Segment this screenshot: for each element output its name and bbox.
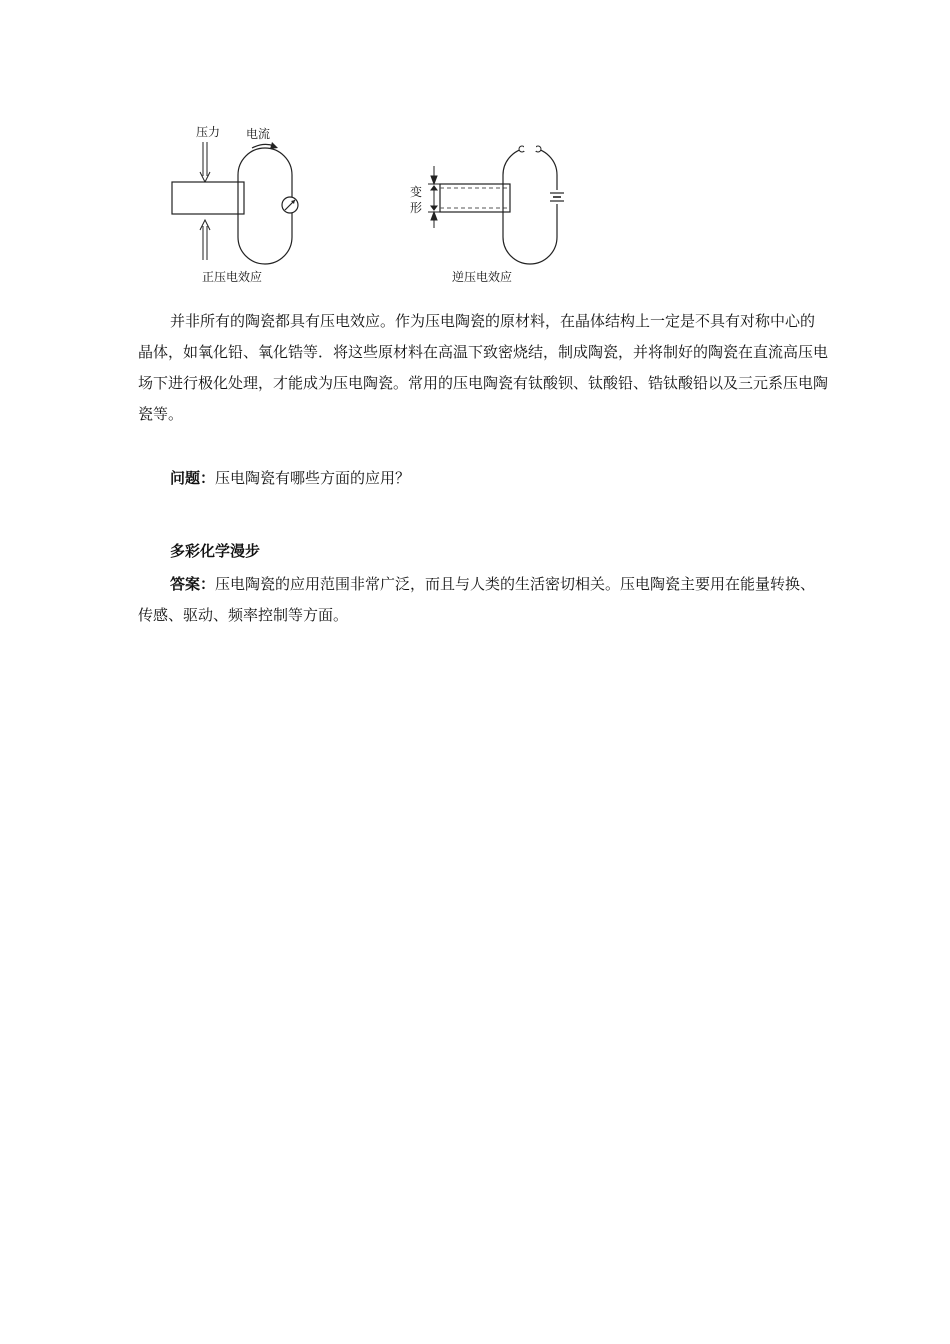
crystal-block-left xyxy=(172,182,244,214)
answer-paragraph xyxy=(138,569,828,631)
deform-label-2: 形 xyxy=(410,201,423,215)
pressure-arrow-bottom xyxy=(200,220,210,260)
piezo-diagram xyxy=(160,118,580,298)
caption-inverse-effect: 逆压电效应 xyxy=(452,270,513,284)
body-paragraph: 并非所有的陶瓷都具有压电效应。作为压电陶瓷的原材料，在晶体结构上一定是不具有对称中心的晶体，如氧化铅、氧化锆等．将这些原材料在高温下致密烧结，制成陶瓷，并将制好的陶瓷在直流高压电场下进行极化处理，才能成为压电陶瓷。常用的压电陶瓷有钛酸钡、钛酸铅、锆钛酸铅以及三元系压电陶瓷等。 xyxy=(138,312,829,423)
section-heading: 多彩化学漫步 xyxy=(170,542,261,560)
circuit-loop-right xyxy=(503,148,557,264)
question-label: 问题： xyxy=(170,469,216,487)
battery-icon xyxy=(548,190,566,204)
caption-direct-effect: 正压电效应 xyxy=(202,270,263,284)
question-text: 压电陶瓷有哪些方面的应用？ xyxy=(215,469,411,487)
deform-label-1: 变 xyxy=(410,185,423,199)
current-arrowhead xyxy=(270,142,278,149)
current-label: 电流 xyxy=(246,127,271,141)
question-line xyxy=(138,463,828,494)
deformation-arrows xyxy=(428,166,440,228)
piezo-effect-figure xyxy=(160,118,580,298)
pressure-label: 压力 xyxy=(196,125,221,139)
pressure-arrow-top xyxy=(200,142,210,182)
answer-label: 答案： xyxy=(170,575,216,593)
answer-text: 压电陶瓷的应用范围非常广泛，而且与人类的生活密切相关。压电陶瓷主要用在能量转换、传感、驱动、频率控制等方面。 xyxy=(138,575,816,624)
